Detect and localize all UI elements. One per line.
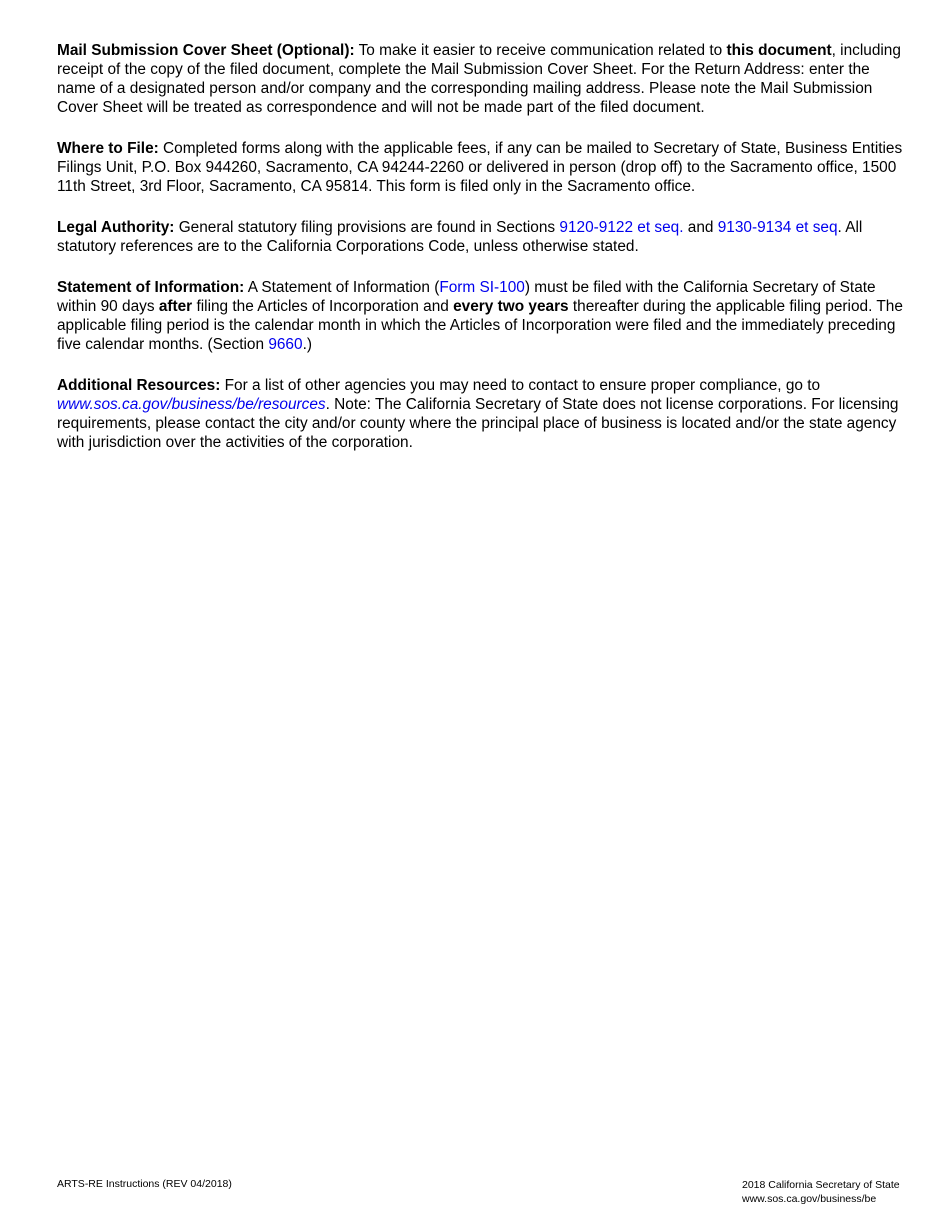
additional-resources-text-1: For a list of other agencies you may need to contact to ensure proper compliance, go to [220,377,821,394]
section-9660-link[interactable]: 9660 [268,336,303,353]
mail-submission-paragraph [57,41,909,117]
statement-of-information-paragraph [57,278,909,354]
additional-resources-label: Additional Resources: [57,377,221,394]
sections-9130-link[interactable]: 9130-9134 et seq [717,219,838,236]
where-to-file-text: Completed forms along with the applicable fees, if any can be mailed to Secretary of State, Business Entities Filings Unit, P.O. Box 944260, Sacramento, CA 94244-2260 or delivered in person (drop off) to the Sacramento office, 1500 11th Street, 3rd Floor, Sacramento, CA 95814. This form is filed only in the Sacramento office. [57,140,903,195]
copyright-line: 2018 California Secretary of State [742,1179,900,1191]
legal-authority-paragraph [57,218,909,256]
this-document-emphasis: this document [726,42,832,59]
additional-resources-paragraph [57,376,909,452]
legal-authority-label: Legal Authority: [57,219,175,236]
statement-text-1: A Statement of Information ( [244,279,440,296]
mail-submission-text-2: , including receipt of the copy of the filed document, complete the Mail Submission Cover Sheet. For the Return Address: enter the name of a designated person and/or company and the corresponding mailing address. Please note the Mail Submission Cover Sheet will be treated as correspondence and will not be made part of the filed document. [57,42,901,116]
statement-text-3: filing the Articles of Incorporation and [192,298,454,315]
instructions-body [57,41,909,474]
mail-submission-text-1: To make it easier to receive communication related to [354,42,727,59]
where-to-file-label: Where to File: [57,140,159,157]
sections-9120-link[interactable]: 9120-9122 et seq. [559,219,684,236]
footer-website: www.sos.ca.gov/business/be [742,1193,877,1205]
every-two-years-emphasis: every two years [453,298,569,315]
statement-text-5: .) [302,336,312,353]
legal-authority-text-2: and [683,219,718,236]
additional-resources-text-2: . Note: The California Secretary of State does not license corporations. For licensing requirements, please contact the city and/or county where the principal place of business is located and/or the state agency with jurisdiction over the activities of the corporation. [57,396,899,451]
legal-authority-text-1: General statutory filing provisions are found in Sections [174,219,560,236]
after-emphasis: after [158,298,193,315]
form-si-100-link[interactable]: Form SI-100 [439,279,525,296]
form-revision-footer: ARTS-RE Instructions (REV 04/2018) [57,1178,232,1190]
where-to-file-paragraph [57,139,909,196]
statement-text-4: thereafter during the applicable filing period. The applicable filing period is the calendar month in which the Articles of Incorporation were filed and the immediately preceding five calendar months. (Section [57,298,903,353]
legal-authority-text-3: . All statutory references are to the California Corporations Code, unless otherwise stated. [57,219,863,255]
copyright-footer [742,1178,900,1206]
mail-submission-label: Mail Submission Cover Sheet (Optional): [57,42,355,59]
statement-of-information-label: Statement of Information: [57,279,245,296]
statement-text-2: ) must be filed with the California Secretary of State within 90 days [57,279,876,315]
resources-url-link[interactable]: www.sos.ca.gov/business/be/resources [57,396,326,413]
